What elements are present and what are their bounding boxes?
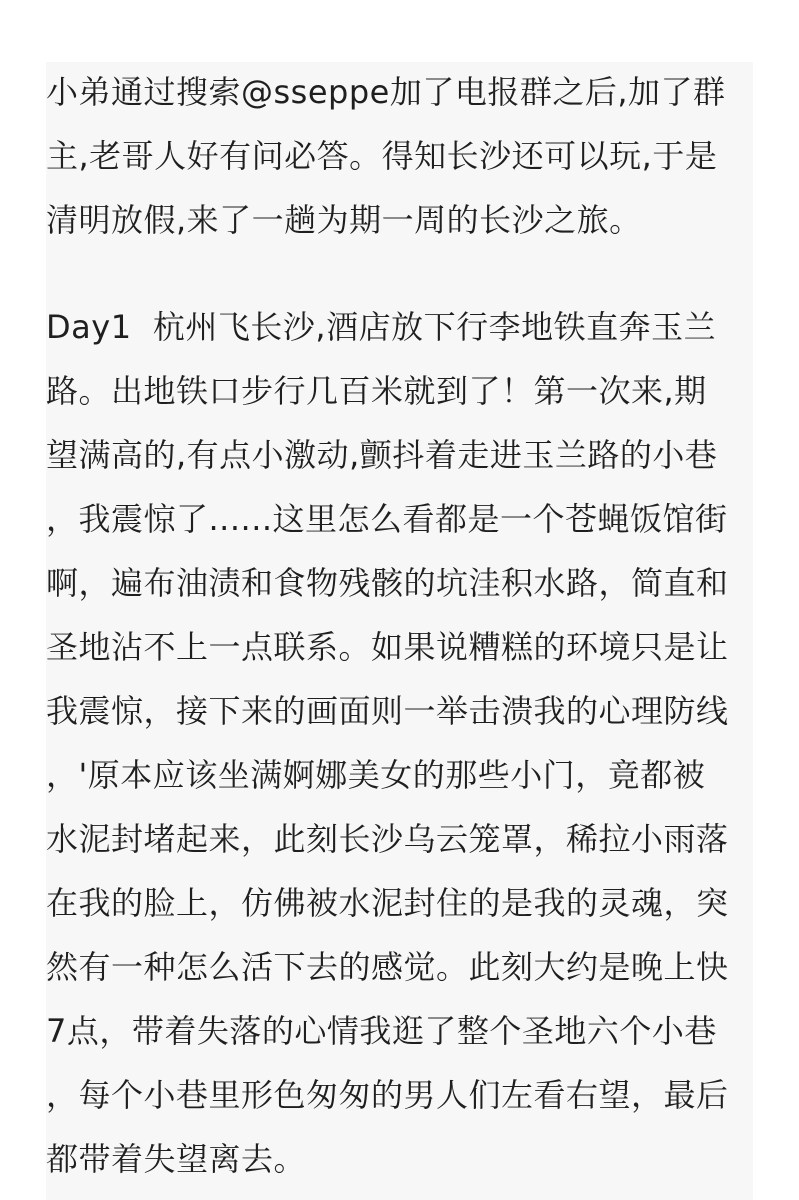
text-line: 7点，带着失落的心情我逛了整个圣地六个小巷 <box>46 1012 717 1050</box>
text-line: 路。出地铁口步行几百米就到了！第一次来,期 <box>46 372 707 410</box>
text-line: 望满高的,有点小激动,颤抖着走进玉兰路的小巷 <box>46 436 718 474</box>
text-line: 啊，遍布油渍和食物残骸的坑洼积水路，简直和 <box>46 564 729 602</box>
text-line: 我震惊，接下来的画面则一举击溃我的心理防线 <box>46 692 729 730</box>
text-line: 都带着失望离去。 <box>46 1140 307 1178</box>
text-line: 圣地沾不上一点联系。如果说糟糕的环境只是让 <box>46 628 729 666</box>
text-line: ，'原本应该坐满婀娜美女的那些小门，竟都被 <box>46 756 706 794</box>
paragraph-intro <box>46 60 753 252</box>
text-line: ，我震惊了......这里怎么看都是一个苍蝇饭馆街 <box>46 500 728 538</box>
text-line: 主,老哥人好有问必答。得知长沙还可以玩,于是 <box>46 137 718 175</box>
text-line: ，每个小巷里形色匆匆的男人们左看右望，最后 <box>46 1076 729 1114</box>
text-line: 小弟通过搜索@sseppe加了电报群之后,加了群 <box>46 73 726 111</box>
text-line: 水泥封堵起来，此刻长沙乌云笼罩，稀拉小雨落 <box>46 820 729 858</box>
text-line: Day1 杭州飞长沙,酒店放下行李地铁直奔玉兰 <box>46 308 717 346</box>
article-panel <box>46 62 753 1200</box>
text-line: 在我的脸上，仿佛被水泥封住的是我的灵魂，突 <box>46 884 729 922</box>
text-line: 清明放假,来了一趟为期一周的长沙之旅。 <box>46 201 642 239</box>
paragraph-day1 <box>46 295 753 1191</box>
text-line: 然有一种怎么活下去的感觉。此刻大约是晚上快 <box>46 948 729 986</box>
